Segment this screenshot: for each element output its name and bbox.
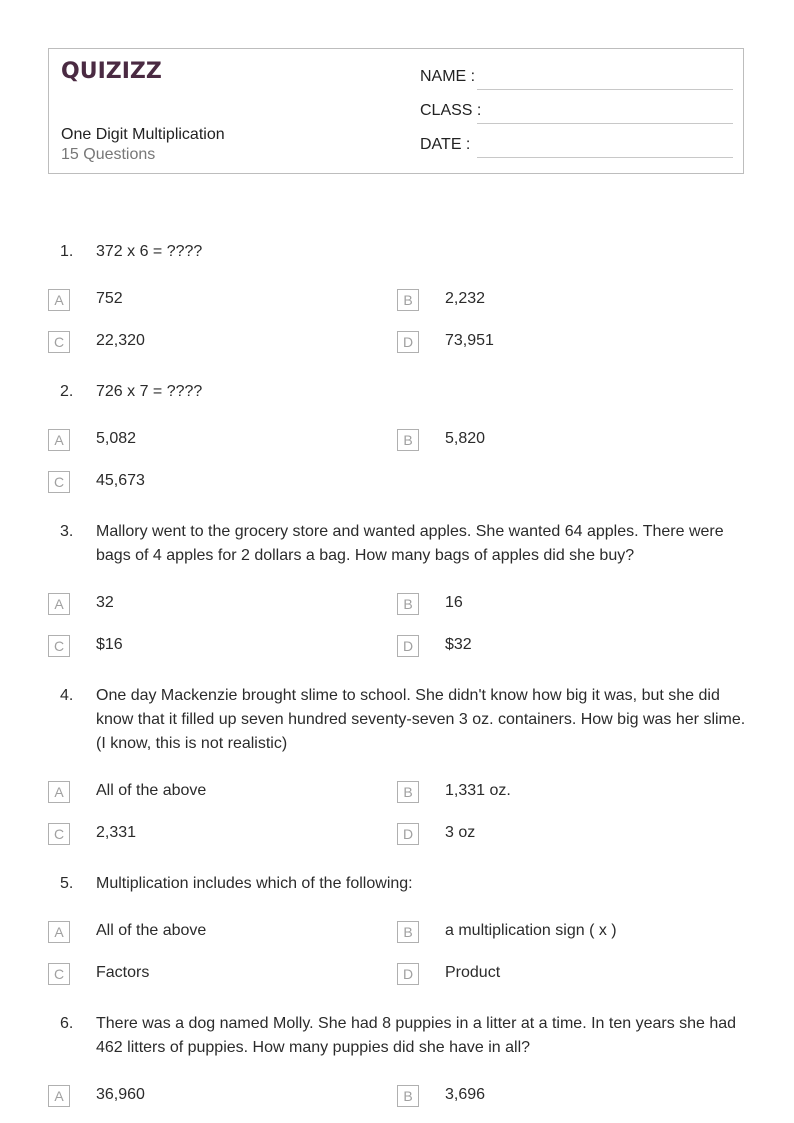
question-text: Mallory went to the grocery store and wanted apples. She wanted 64 apples. There were bags of 4 apples for 2 dollars a bag. How many bags of apples did she buy? (96, 523, 724, 564)
date-field[interactable] (477, 157, 733, 158)
question-4 (60, 684, 750, 756)
option-letter-box: B (397, 429, 419, 451)
name-field[interactable] (477, 89, 733, 90)
option-letter-box: C (48, 823, 70, 845)
quizizz-logo: QUIZIZZ (61, 59, 162, 84)
option-text: All of the above (96, 922, 207, 939)
option-text: 45,673 (96, 472, 145, 489)
option-letter-box: D (397, 635, 419, 657)
class-field[interactable] (477, 123, 733, 124)
option-text: 752 (96, 290, 123, 307)
option-text: $32 (445, 636, 472, 653)
option-text: 2,331 (96, 824, 137, 841)
worksheet-header (48, 48, 744, 174)
option-letter-box: A (48, 1085, 70, 1107)
option-text: 2,232 (445, 290, 486, 307)
question-text: There was a dog named Molly. She had 8 puppies in a litter at a time. In ten years she had 462 litters of puppies. How many puppies did she have in all? (96, 1015, 737, 1056)
question-text: 726 x 7 = ???? (96, 383, 203, 400)
class-label: CLASS : (420, 102, 482, 119)
option-letter-box: A (48, 289, 70, 311)
option-text: Factors (96, 964, 150, 981)
option-letter-box: B (397, 781, 419, 803)
option-text: 1,331 oz. (445, 782, 511, 799)
option-letter-box: D (397, 823, 419, 845)
question-3 (60, 520, 750, 568)
option-text: 22,320 (96, 332, 145, 349)
option-letter-box: D (397, 331, 419, 353)
question-number: 6. (60, 1015, 74, 1032)
option-letter-box: C (48, 331, 70, 353)
question-number: 4. (60, 687, 74, 704)
question-5 (60, 872, 750, 896)
option-text: 16 (445, 594, 463, 611)
question-number: 3. (60, 523, 74, 540)
option-letter-box: A (48, 781, 70, 803)
option-letter-box: C (48, 471, 70, 493)
option-letter-box: B (397, 289, 419, 311)
name-label: NAME : (420, 68, 476, 85)
question-number: 2. (60, 383, 74, 400)
option-text: 3,696 (445, 1086, 486, 1103)
question-6 (60, 1012, 750, 1060)
question-1 (60, 240, 750, 264)
option-letter-box: B (397, 1085, 419, 1107)
question-number: 5. (60, 875, 74, 892)
option-letter-box: B (397, 921, 419, 943)
option-text: 36,960 (96, 1086, 145, 1103)
option-text: 73,951 (445, 332, 494, 349)
option-text: 3 oz (445, 824, 476, 841)
option-letter-box: A (48, 593, 70, 615)
option-text: a multiplication sign ( x ) (445, 922, 617, 939)
question-2 (60, 380, 750, 404)
option-letter-box: D (397, 963, 419, 985)
option-letter-box: C (48, 963, 70, 985)
date-label: DATE : (420, 136, 471, 153)
option-text: $16 (96, 636, 123, 653)
option-letter-box: A (48, 921, 70, 943)
option-text: 5,820 (445, 430, 486, 447)
option-text: All of the above (96, 782, 207, 799)
option-letter-box: A (48, 429, 70, 451)
option-text: 5,082 (96, 430, 137, 447)
question-text: One day Mackenzie brought slime to school. She didn't know how big it was, but she did know that it filled up seven hundred seventy-seven 3 oz. containers. How big was her slime. (I know, this is not realistic) (96, 687, 746, 752)
question-text: 372 x 6 = ???? (96, 243, 203, 260)
question-number: 1. (60, 243, 74, 260)
worksheet-title: One Digit Multiplication (61, 126, 225, 143)
option-text: Product (445, 964, 501, 981)
option-letter-box: B (397, 593, 419, 615)
option-text: 32 (96, 594, 114, 611)
question-count: 15 Questions (61, 146, 156, 163)
option-letter-box: C (48, 635, 70, 657)
question-text: Multiplication includes which of the following: (96, 875, 413, 892)
